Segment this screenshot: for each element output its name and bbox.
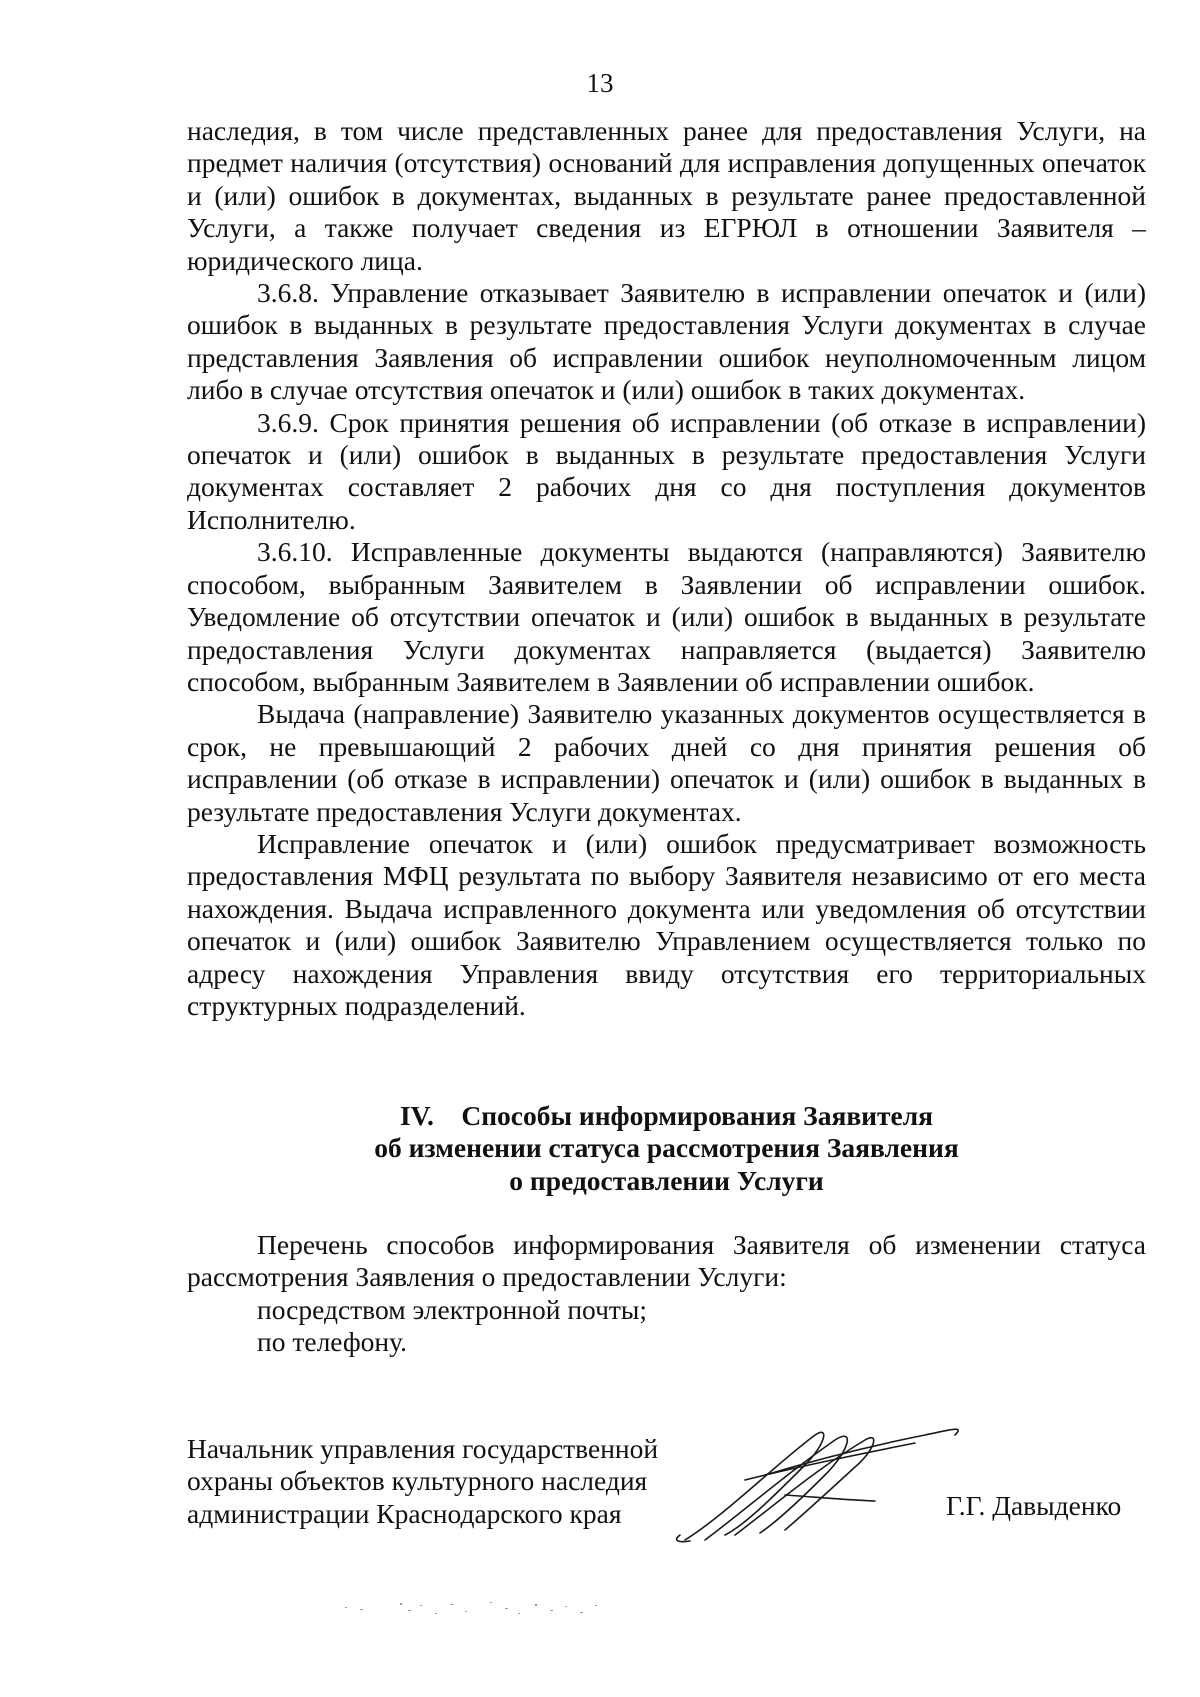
section-heading-line-1: IV. Способы информирования Заявителя [399, 1100, 934, 1131]
information-methods [187, 1229, 1146, 1359]
paragraph-3-6-9: 3.6.9. Срок принятия решения об исправлении (об отказе в исправлении) опечаток и (или) ошибок в выданных в результате предоставления Услуги документах составляет 2 рабочих дня со дня поступления документов Исполнителю. [187, 406, 1146, 535]
list-item-phone: по телефону. [257, 1326, 407, 1358]
signatory-title-line-2: охраны объектов культурного наследия [187, 1465, 648, 1497]
paragraph-continuation: наследия, в том числе представленных ранее для предоставления Услуги, на предмет наличия (отсутствия) оснований для исправления допущенных опечаток и (или) ошибок в документах, выданных в результате ранее предоставленной Услуги, а также получает сведения из ЕГРЮЛ в отношении Заявителя – юридического лица. [187, 115, 1146, 276]
document-body [187, 115, 1146, 1022]
paragraph-3-6-10: 3.6.10. Исправленные документы выдаются (направляются) Заявителю способом, выбранным Заявителем в Заявлении об исправлении ошибок. Уведомление об отсутствии опечаток и (или) ошибок в выданных в результате предоставления Услуги документах направляется (выдается) Заявителю способом, выбранным Заявителем в Заявлении об исправлении ошибок. [187, 536, 1146, 697]
page-number: 13 [586, 68, 614, 98]
list-item-email: посредством электронной почты; [257, 1293, 648, 1325]
scan-artifact-decoration [340, 1595, 640, 1625]
section-heading-line-3: о предоставлении Услуги [509, 1164, 824, 1196]
signatory-title-line-3: администрации Краснодарского края [187, 1497, 622, 1529]
section-heading-line-2: об изменении статуса рассмотрения Заявления [374, 1132, 959, 1164]
paragraph-3-6-8: 3.6.8. Управление отказывает Заявителю в исправлении опечаток и (или) ошибок в выданных в результате предоставления Услуги документах в случае представления Заявления об исправлении ошибок неуполномоченным лицом либо в случае отсутствия опечаток и (или) ошибок в таких документах. [187, 277, 1146, 406]
signatory-title-line-1: Начальник управления государственной [187, 1433, 659, 1464]
paragraph-correction: Исправление опечаток и (или) ошибок предусматривает возможность предоставления МФЦ результата по выбору Заявителя независимо от его места нахождения. Выдача исправленного документа или уведомления об отсутствии опечаток и (или) ошибок Заявителю Управлением осуществляется только по адресу нахождения Управления ввиду отсутствия его территориальных структурных подразделений. [187, 827, 1146, 1021]
section-heading [187, 1100, 1146, 1197]
paragraph-delivery: Выдача (направление) Заявителю указанных документов осуществляется в срок, не превышающий 2 рабочих дней со дня принятия решения об исправлении (об отказе в исправлении) опечаток и (или) ошибок в выданных в результате предоставления Услуги документах. [187, 698, 1146, 827]
information-intro: Перечень способов информирования Заявителя об изменении статуса рассмотрения Заявления о предоставлении Услуги: [187, 1229, 1146, 1293]
signatory-title [187, 1433, 658, 1530]
handwritten-signature [665, 1405, 975, 1545]
signatory-name: Г.Г. Давыденко [946, 1490, 1122, 1521]
